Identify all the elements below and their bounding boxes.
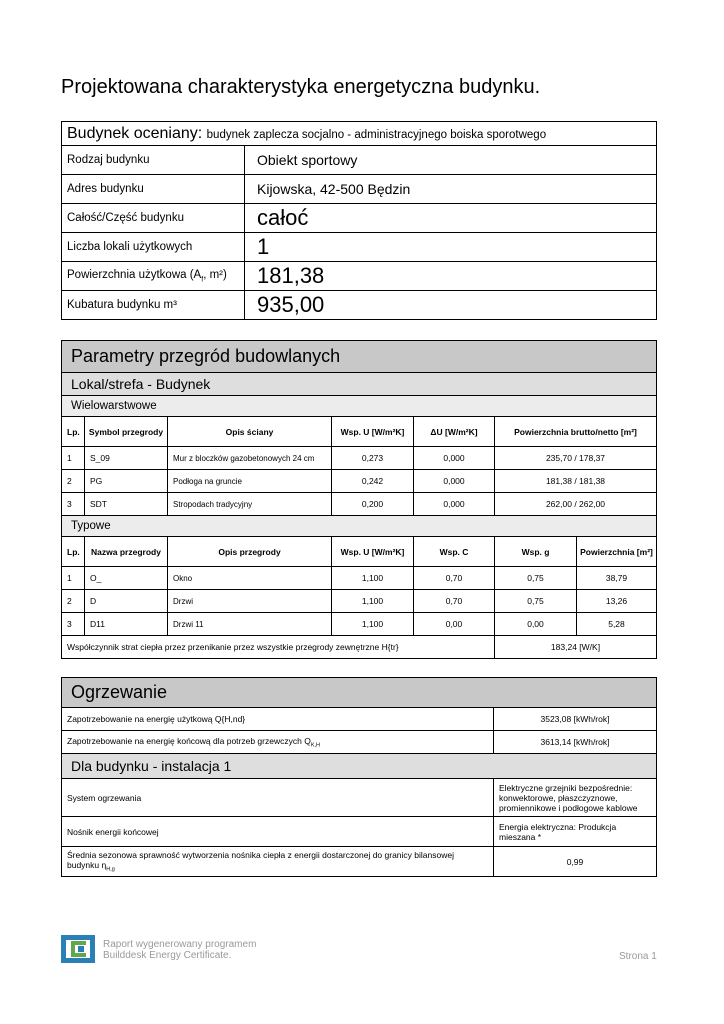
final-energy-value: 3613,14 [kWh/rok]	[494, 731, 657, 754]
building-header-label: Budynek oceniany:	[67, 124, 203, 142]
area-cell: 5,28	[577, 613, 657, 636]
building-row	[62, 175, 657, 204]
building-row	[62, 291, 657, 320]
table-row	[62, 470, 657, 493]
column-header: Lp.	[62, 537, 85, 567]
area-cell: 235,70 / 178,37	[495, 447, 657, 470]
table-header-row	[62, 417, 657, 447]
heating-table	[61, 677, 657, 877]
building-row	[62, 262, 657, 291]
usable-energy-label: Zapotrzebowanie na energię użytkową Q{H,nd}	[62, 708, 494, 731]
section-title: Ogrzewanie	[62, 678, 657, 708]
page-title: Projektowana charakterystyka energetyczna budynku.	[61, 76, 541, 98]
column-header: Powierzchnia [m²]	[577, 537, 657, 567]
building-header-value: budynek zaplecza socjalno - administracyjnego boiska sporotwego	[206, 128, 547, 141]
building-row-label: Całość/Część budynku	[62, 204, 245, 233]
section-title: Parametry przegród budowlanych	[62, 341, 657, 373]
table-header-row	[62, 537, 657, 567]
u-cell: 0,200	[332, 493, 414, 516]
building-volume-value: 935,00	[245, 291, 657, 320]
column-header: Wsp. C	[414, 537, 495, 567]
building-row	[62, 146, 657, 175]
g-cell: 0,00	[495, 613, 577, 636]
table-row	[62, 779, 657, 817]
table-row	[62, 590, 657, 613]
column-header: Wsp. g	[495, 537, 577, 567]
area-cell: 38,79	[577, 567, 657, 590]
g-cell: 0,75	[495, 567, 577, 590]
building-units-value: 1	[245, 233, 657, 262]
group-title: Typowe	[62, 516, 657, 537]
building-row-label: Powierzchnia użytkowa ($A_f$, m²)	[62, 262, 245, 291]
du-cell: 0,000	[414, 447, 495, 470]
c-cell: 0,70	[414, 567, 495, 590]
column-header: ΔU [W/m²K]	[414, 417, 495, 447]
table-row	[62, 817, 657, 847]
column-header: Lp.	[62, 417, 85, 447]
footer-text	[103, 939, 256, 961]
installation-title: Dla budynku - instalacja 1	[62, 754, 657, 779]
heating-system-label: System ogrzewania	[62, 779, 494, 817]
building-row	[62, 204, 657, 233]
du-cell: 0,000	[414, 493, 495, 516]
group-title: Wielowarstwowe	[62, 396, 657, 417]
description-cell: Drzwi 11	[168, 613, 332, 636]
lp-cell: 2	[62, 590, 85, 613]
u-cell: 1,100	[332, 590, 414, 613]
lp-cell: 3	[62, 493, 85, 516]
building-row-label: Rodzaj budynku	[62, 146, 245, 175]
column-header: Powierzchnia brutto/netto [m²]	[495, 417, 657, 447]
description-cell: Drzwi	[168, 590, 332, 613]
column-header: Wsp. U [W/m²K]	[332, 417, 414, 447]
name-cell: D11	[85, 613, 168, 636]
building-row-label: Kubatura budynku m³	[62, 291, 245, 320]
table-row	[62, 847, 657, 877]
c-cell: 0,70	[414, 590, 495, 613]
g-cell: 0,75	[495, 590, 577, 613]
building-header	[62, 122, 657, 146]
partitions-table	[61, 340, 657, 659]
name-cell: O_	[85, 567, 168, 590]
description-cell: Okno	[168, 567, 332, 590]
column-header: Opis ściany	[168, 417, 332, 447]
lp-cell: 2	[62, 470, 85, 493]
building-address-value: Kijowska, 42-500 Będzin	[245, 175, 657, 204]
builddesk-logo-icon	[61, 935, 95, 963]
symbol-cell: PG	[85, 470, 168, 493]
lp-cell: 1	[62, 567, 85, 590]
description-cell: Podłoga na gruncie	[168, 470, 332, 493]
energy-carrier-value: Energia elektryczna: Produkcja mieszana *	[494, 817, 657, 847]
area-cell: 181,38 / 181,38	[495, 470, 657, 493]
u-cell: 0,242	[332, 470, 414, 493]
table-row	[62, 493, 657, 516]
column-header: Wsp. U [W/m²K]	[332, 537, 414, 567]
column-header: Opis przegrody	[168, 537, 332, 567]
building-whole-part-value: całoć	[245, 204, 657, 233]
u-cell: 1,100	[332, 567, 414, 590]
final-energy-label: Zapotrzebowanie na energię końcową dla potrzeb grzewczych $Q_{K,H}$	[62, 731, 494, 754]
footer-line-1: Raport wygenerowany programem	[103, 939, 257, 950]
usable-energy-value: 3523,08 [kWh/rok]	[494, 708, 657, 731]
table-row	[62, 708, 657, 731]
heat-loss-row	[62, 636, 657, 659]
description-cell: Mur z bloczków gazobetonowych 24 cm	[168, 447, 332, 470]
table-row	[62, 613, 657, 636]
building-row	[62, 233, 657, 262]
u-cell: 0,273	[332, 447, 414, 470]
efficiency-value: 0,99	[494, 847, 657, 877]
heat-loss-label: Współczynnik strat ciepła przez przenikanie przez wszystkie przegrody zewnętrzne H{tr}	[62, 636, 495, 659]
u-cell: 1,100	[332, 613, 414, 636]
building-row-label: Liczba lokali użytkowych	[62, 233, 245, 262]
table-row	[62, 731, 657, 754]
area-cell: 262,00 / 262,00	[495, 493, 657, 516]
symbol-cell: S_09	[85, 447, 168, 470]
area-cell: 13,26	[577, 590, 657, 613]
footer-line-2: Builddesk Energy Certificate.	[103, 950, 232, 961]
efficiency-label: Średnia sezonowa sprawność wytworzenia nośnika ciepła z energii dostarczonej do granicy bilansowej budynku $\eta_{H,g}$	[62, 847, 494, 877]
building-header-row	[62, 122, 657, 146]
heating-system-value: Elektryczne grzejniki bezpośrednie: konwektorowe, płaszczyznowe, promiennikowe i podłogowe kablowe	[494, 779, 657, 817]
building-type-value: Obiekt sportowy	[245, 146, 657, 175]
description-cell: Stropodach tradycyjny	[168, 493, 332, 516]
building-row-label: Adres budynku	[62, 175, 245, 204]
lp-cell: 3	[62, 613, 85, 636]
energy-carrier-label: Nośnik energii końcowej	[62, 817, 494, 847]
c-cell: 0,00	[414, 613, 495, 636]
name-cell: D	[85, 590, 168, 613]
column-header: Symbol przegrody	[85, 417, 168, 447]
table-row	[62, 447, 657, 470]
heat-loss-value: 183,24 [W/K]	[495, 636, 657, 659]
du-cell: 0,000	[414, 470, 495, 493]
symbol-cell: SDT	[85, 493, 168, 516]
zone-title: Lokal/strefa - Budynek	[62, 373, 657, 396]
column-header: Nazwa przegrody	[85, 537, 168, 567]
page-number: Strona 1	[619, 951, 657, 962]
building-area-value: 181,38	[245, 262, 657, 291]
building-info-table	[61, 121, 657, 320]
table-row	[62, 567, 657, 590]
lp-cell: 1	[62, 447, 85, 470]
